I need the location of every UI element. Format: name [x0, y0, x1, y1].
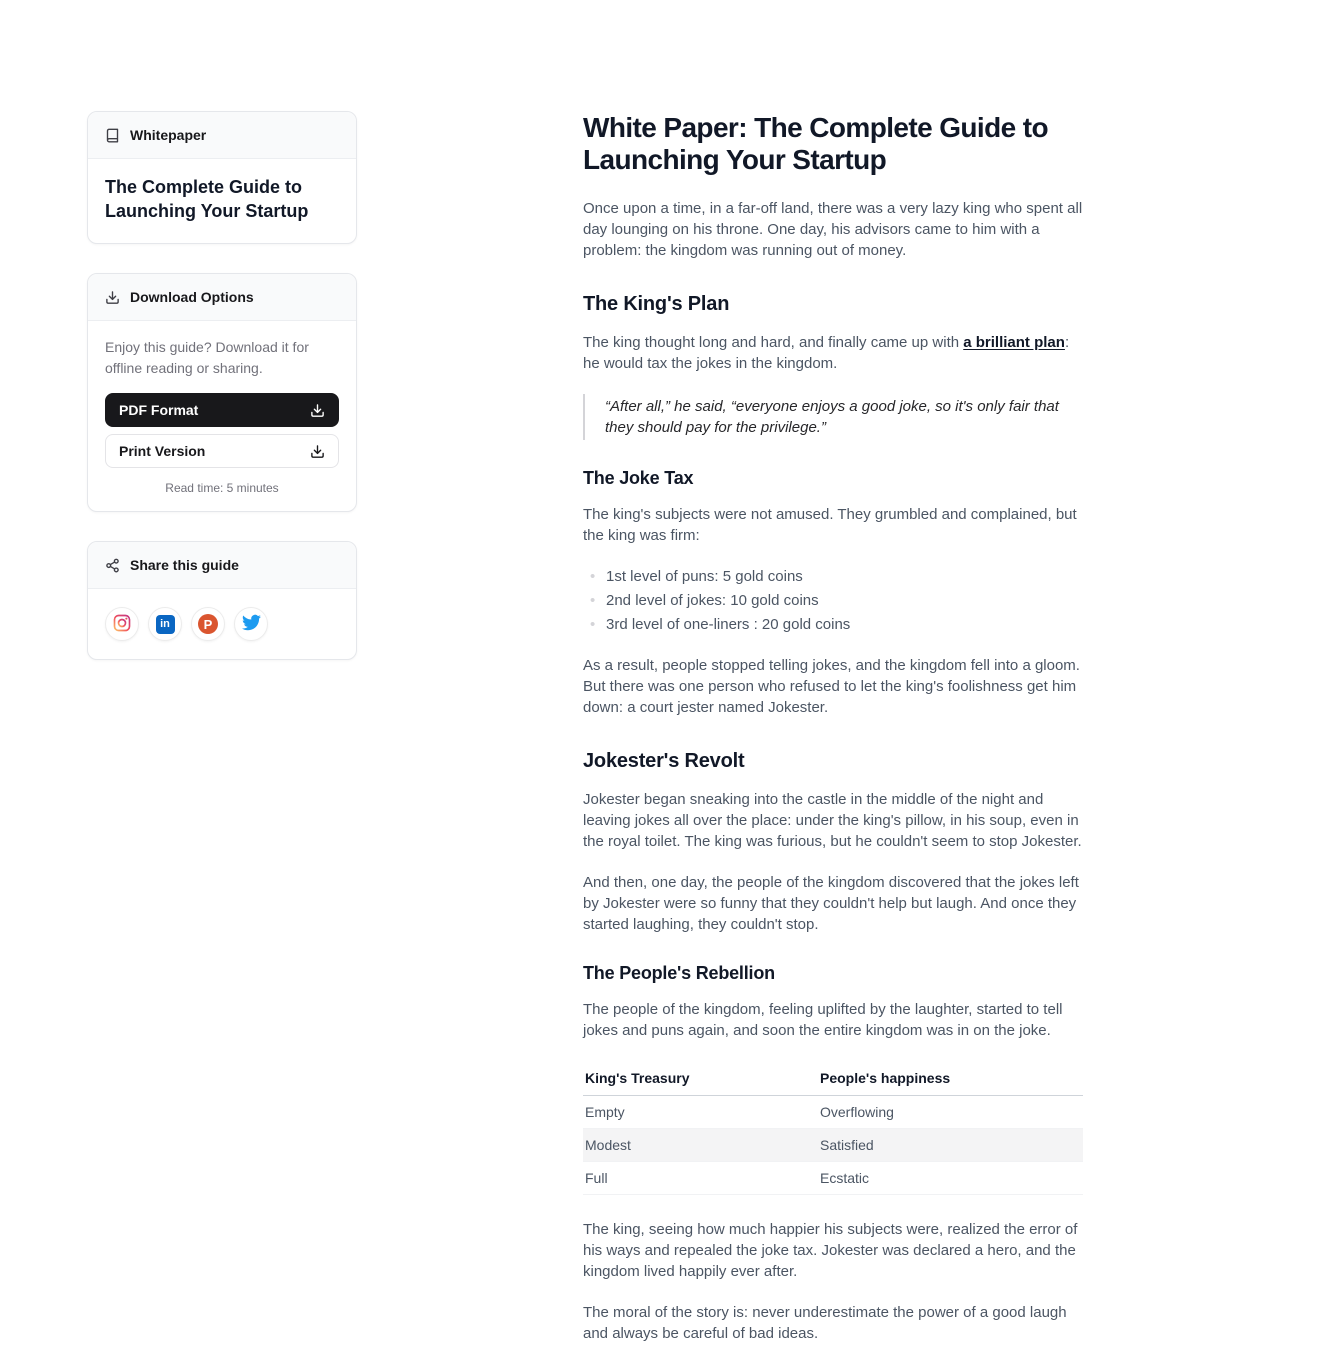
linkedin-share-button[interactable] [148, 607, 182, 641]
joke-tax-outro-paragraph: As a result, people stopped telling jokes, and the kingdom fell into a gloom. But there was one person who refused to let the king's foolishness get him down: a court jester named Jokester. [583, 657, 1080, 716]
instagram-icon [112, 613, 132, 636]
intro-paragraph: Once upon a time, in a far-off land, there was a very lazy king who spent all day lounging on his throne. One day, his advisors came to him with a problem: the kingdom was running out of money. [583, 200, 1083, 259]
producthunt-share-button[interactable] [191, 607, 225, 641]
table-cell: Overflowing [820, 1104, 894, 1120]
table-header-row [583, 1063, 1083, 1096]
moral-paragraph: The moral of the story is: never underestimate the power of a good laugh and always be careful of bad ideas. [583, 1304, 1067, 1342]
document-title: The Complete Guide to Launching Your Startup [105, 177, 309, 221]
treasury-happiness-table [583, 1063, 1083, 1195]
print-download-label: Print Version [119, 443, 206, 459]
joke-tax-intro-paragraph: The king's subjects were not amused. They grumbled and complained, but the king was firm: [583, 506, 1077, 544]
joke-tax-list [583, 566, 1083, 635]
table-cell: Empty [585, 1104, 625, 1120]
whitepaper-card-header-label: Whitepaper [130, 127, 207, 143]
list-item: • 1st level of puns: 5 gold coins [583, 566, 1083, 587]
peoples-rebellion-paragraph: The people of the kingdom, feeling uplifted by the laughter, started to tell jokes and puns again, and soon the entire kingdom was in on the joke. [583, 1001, 1063, 1039]
pdf-download-label: PDF Format [119, 402, 199, 418]
brilliant-plan-link[interactable]: a brilliant plan [963, 334, 1065, 351]
instagram-share-button[interactable] [105, 607, 139, 641]
whitepaper-card-header [88, 112, 356, 159]
table-header-cell: King's Treasury [583, 1063, 818, 1096]
download-description: Enjoy this guide? Download it for offline reading or sharing. [105, 339, 309, 376]
download-icon [310, 403, 325, 418]
jokesters-revolt-paragraph-2: And then, one day, the people of the kingdom discovered that the jokes left by Jokester were so funny that they couldn't help but laugh. And once they started laughing, they couldn't stop. [583, 874, 1079, 933]
print-download-button[interactable] [105, 434, 339, 468]
share-nodes-icon [105, 558, 120, 573]
table-cell: Ecstatic [820, 1170, 870, 1186]
table-header-cell: People's happiness [818, 1063, 1083, 1096]
jokesters-revolt-paragraph-1: Jokester began sneaking into the castle in the middle of the night and leaving jokes all over the place: under the king's pillow, in his soup, even in the royal toilet. The king was furious, but he couldn't seem to stop Jokester. [583, 791, 1082, 850]
article [583, 112, 1083, 1364]
download-icon [310, 444, 325, 459]
king-quote: “After all,” he said, “everyone enjoys a good joke, so it's only fair that they should pay for the privilege.” [583, 394, 1083, 440]
kings-plan-paragraph [583, 332, 1083, 374]
share-card-label: Share this guide [130, 557, 239, 573]
table-row [583, 1162, 1083, 1195]
whitepaper-card-body [88, 159, 356, 243]
kings-plan-text-before: The king thought long and hard, and finally came up with [583, 334, 964, 351]
read-time: Read time: 5 minutes [165, 481, 279, 495]
whitepaper-card [87, 111, 357, 244]
download-options-header [88, 274, 356, 321]
page-title: White Paper: The Complete Guide to Launching Your Startup [583, 112, 1048, 175]
table-cell: Modest [585, 1137, 631, 1153]
heading-kings-plan: The King's Plan [583, 293, 730, 315]
twitter-icon [242, 613, 261, 635]
share-card-body [88, 589, 356, 659]
heading-peoples-rebellion: The People's Rebellion [583, 963, 775, 983]
share-card-header [88, 542, 356, 589]
pdf-download-button[interactable] [105, 393, 339, 427]
table-row [583, 1096, 1083, 1129]
list-item: • 2nd level of jokes: 10 gold coins [583, 590, 1083, 611]
table-cell: Satisfied [820, 1137, 874, 1153]
download-icon [105, 290, 120, 305]
list-item: • 3rd level of one-liners : 20 gold coins [583, 614, 1083, 635]
heading-joke-tax: The Joke Tax [583, 468, 694, 488]
download-options-body [88, 321, 356, 511]
producthunt-icon: P [198, 614, 218, 634]
twitter-share-button[interactable] [234, 607, 268, 641]
sidebar [87, 111, 357, 689]
download-options-card [87, 273, 357, 512]
book-icon [105, 128, 120, 143]
linkedin-icon: in [156, 615, 175, 634]
heading-jokesters-revolt: Jokester's Revolt [583, 750, 745, 772]
download-options-label: Download Options [130, 289, 254, 305]
social-buttons [105, 605, 339, 643]
share-card [87, 541, 357, 660]
table-cell: Full [585, 1170, 608, 1186]
table-row [583, 1129, 1083, 1162]
kings-plan-text-after: : he would tax the jokes in the kingdom. [583, 334, 1070, 372]
conclusion-paragraph: The king, seeing how much happier his subjects were, realized the error of his ways and repealed the joke tax. Jokester was declared a hero, and the kingdom lived happily ever after. [583, 1221, 1078, 1280]
